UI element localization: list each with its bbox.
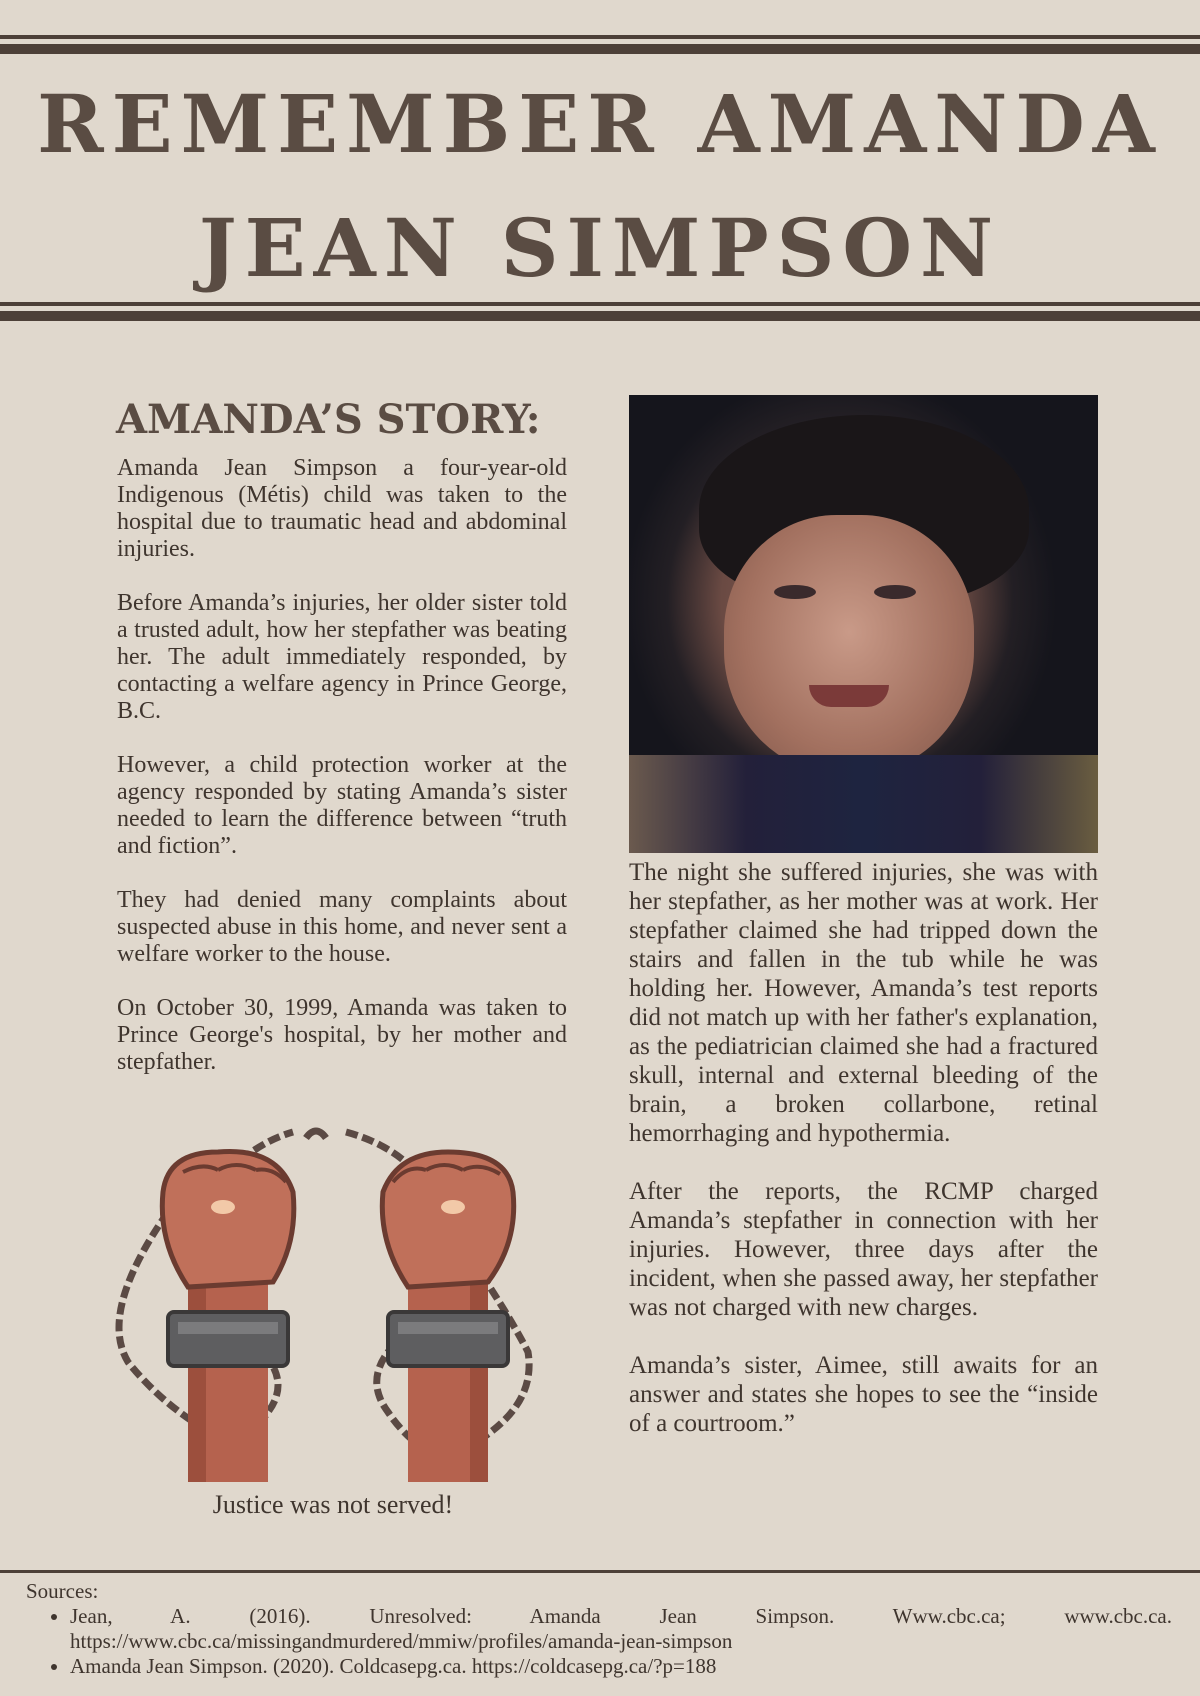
photo-eye (774, 585, 816, 599)
header-rule-top-thick (0, 44, 1200, 54)
story-paragraph: Before Amanda’s injuries, her older sister told a trusted adult, how her stepfather was beating her. The adult immediately responded, by contacting a welfare agency in Prince George, B.C. (117, 590, 567, 724)
sources-list (26, 1604, 1172, 1679)
photo-mouth (809, 685, 889, 707)
story-paragraph: On October 30, 1999, Amanda was taken to Prince George's hospital, by her mother and stepfather. (117, 995, 567, 1075)
illustration-caption: Justice was not served! (212, 1490, 454, 1519)
sources-section (26, 1579, 1172, 1679)
story-left-column (117, 455, 567, 1103)
broken-chains-fists-illustration (108, 1112, 578, 1482)
child-portrait-photo (629, 395, 1098, 853)
story-right-column (629, 858, 1098, 1467)
left-fist-icon (162, 1152, 294, 1483)
story-heading: AMANDA’S STORY: (116, 396, 541, 443)
footer-rule (0, 1570, 1200, 1573)
story-paragraph: They had denied many complaints about suspected abuse in this home, and never sent a welfare worker to the house. (117, 887, 567, 967)
source-item: • Jean, A. (2016). Unresolved: Amanda Jean Simpson. Www.cbc.ca; www.cbc.ca. https://www.cbc.ca/missingandmurdered/mmiw/profiles/amanda-jean-simpson (70, 1604, 1172, 1654)
story-paragraph: After the reports, the RCMP charged Amanda’s stepfather in connection with her injuries. However, three days after the incident, when she passed away, her stepfather was not charged with new charges. (629, 1178, 1098, 1321)
story-paragraph: Amanda Jean Simpson a four-year-old Indigenous (Métis) child was taken to the hospital due to traumatic head and abdominal injuries. (117, 455, 567, 562)
header-rule-bottom-thin (0, 302, 1200, 306)
photo-shirt (629, 755, 1098, 853)
story-paragraph: However, a child protection worker at the agency responded by stating Amanda’s sister needed to learn the difference between “truth and fiction”. (117, 752, 567, 859)
photo-eye (874, 585, 916, 599)
story-paragraph: Amanda’s sister, Aimee, still awaits for an answer and states she hopes to see the “inside of a courtroom.” (629, 1352, 1098, 1437)
title-line-2: JEAN SIMPSON (198, 201, 1002, 295)
story-paragraph: The night she suffered injuries, she was with her stepfather, as her mother was at work. Her stepfather claimed she had tripped down the stairs and fallen in the tub while he was holding her. However, Amanda’s test reports did not match up with her father's explanation, as the pediatrician claimed she had a fractured skull, internal and external bleeding of the brain, a broken collarbone, retinal hemorrhaging and hypothermia. (629, 859, 1098, 1147)
page-title (0, 62, 1200, 310)
sources-label: Sources: (26, 1579, 99, 1603)
header-rule-top-thin (0, 35, 1200, 39)
title-line-1: REMEMBER AMANDA (37, 77, 1163, 171)
source-item: • Amanda Jean Simpson. (2020). Coldcasepg.ca. https://coldcasepg.ca/?p=188 (70, 1654, 1172, 1679)
header-rule-bottom-thick (0, 311, 1200, 321)
photo-face (724, 515, 974, 775)
